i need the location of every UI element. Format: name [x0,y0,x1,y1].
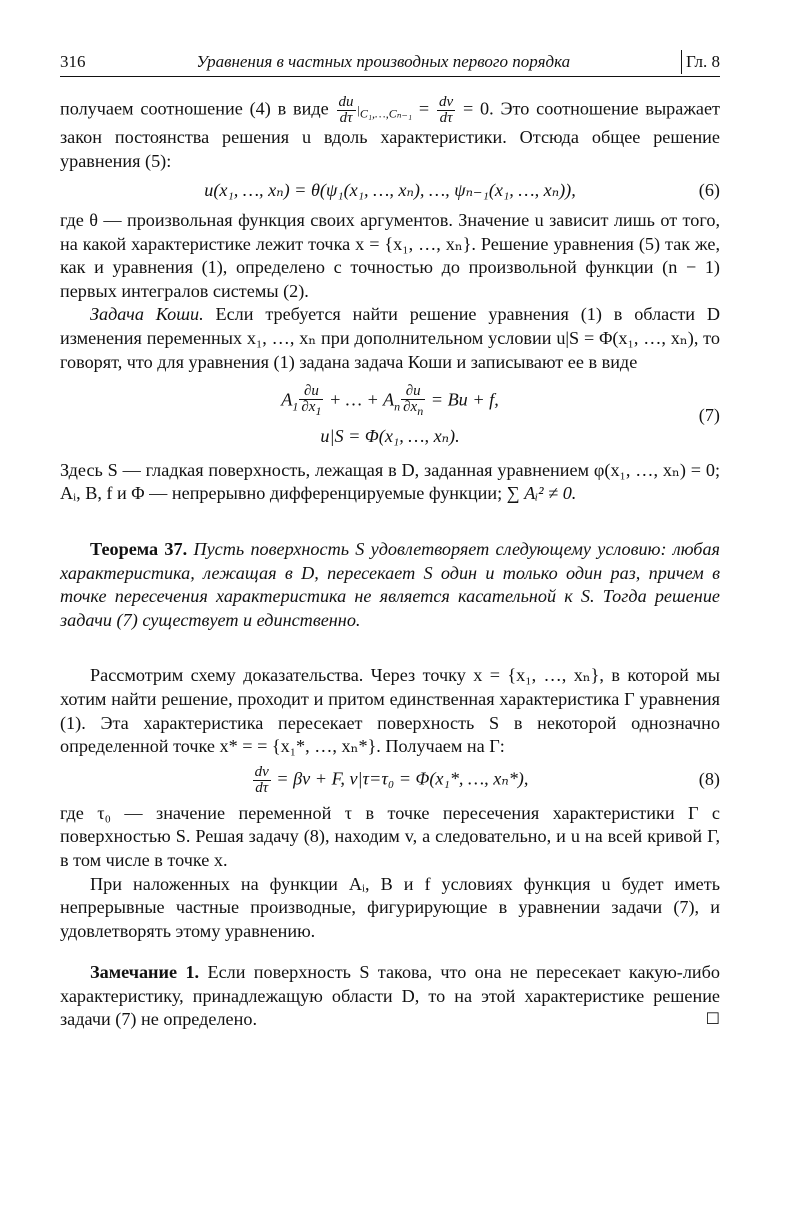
chapter-label: Гл. 8 [681,50,720,74]
paragraph-4 [60,459,720,506]
paragraph-5: Рассмотрим схему доказательства. Через точку x = {x₁, …, xₙ}, в которой мы хотим найти решение, проходит и притом единственная характеристика Γ уравнения (1). Эта характеристика пересекает поверхность S в некоторой однозначно определенной точке x* = = {x₁*, …, xₙ*}. Получаем на Γ: [60,665,720,757]
running-title: Уравнения в частных производных первого порядка [196,52,571,71]
p1-text-a: получаем соотношение (4) в виде [60,98,329,119]
equation-7 [60,384,720,449]
equation-6 [60,179,720,203]
equation-7-line-1-tail: = Bu + f, [430,389,499,410]
paragraph-7: При наложенных на функции Aᵢ, B и f условиях функция u будет иметь непрерывные частные производные, фигурирующие в уравнении задачи (7), и удовлетворять этому уравнению. [60,873,720,941]
cauchy-problem-label: Задача Коши. [90,304,204,325]
theorem-label: Теорема 37. [90,538,188,559]
equation-8-number: (8) [698,769,720,790]
fraction-dv-dtau: $\frac{dv}{d\tau}$ [438,93,454,126]
remark-body: Если поверхность S такова, что она не пересекает какую-либо характеристику, принадлежащую области D, то на этой характеристике решение задачи (7) не определено. [60,962,720,1030]
page-number: 316 [60,52,86,71]
equation-6-number: (6) [698,180,720,201]
paragraph-1: получаем соотношение (4) в виде $\frac{du}{d\tau}$ $|_{C_1,\dots,C_{n-1}}$ = $\frac{dv}{d\tau}$ = 0. Это соотношение выражает закон постоянства решения u вдоль характеристики. Отсюда общее решение уравнения (5): [60,93,721,171]
p1-text-b: = 0. Это соотношение выражает закон постоянства решения u вдоль характеристики. Отсюда общее решение уравнения (5): [60,98,721,171]
fraction-du-dtau: $\frac{du}{d\tau}$ [338,93,354,126]
p4-text: Здесь S — гладкая поверхность, лежащая в D, заданная уравнением φ(x₁, …, xₙ) = 0; Aᵢ, B, f и Φ — непрерывно дифференцируемые функции; [60,459,720,504]
remark-1 [60,961,720,1032]
p3-text: Если требуется найти решение уравнения (1) в области D изменения переменных x₁, …, xₙ при дополнительном условии u|S = Φ(x₁, …, xₙ), то говорят, что для уравнения (1) задана задача Коши и записывают ее в виде [60,304,720,372]
equation-7-body [281,384,499,449]
theorem-37 [60,538,720,632]
qed-square-icon: ☐ [705,1011,720,1029]
running-header [60,50,720,77]
remark-label: Замечание 1. [90,962,200,983]
theorem-body: Пусть поверхность S удовлетворяет следующему условию: любая характеристика, лежащая в D, пересекает S один и только один раз, причем в точке пересечения характеристика не является касательной к S. Тогда решение задачи (7) существует и единственно. [60,538,720,630]
equation-7-line-1: $A_1$ $\frac{\partial u}{\partial x_1}$ + … + $A_n$ $\frac{\partial u}{\partial x_n}$ = Bu + f, [281,383,499,419]
equation-7-line-2: u|S = Φ(x₁, …, xₙ). [320,426,460,447]
paragraph-3 [60,303,720,374]
equation-6-body: u(x₁, …, xₙ) = θ(ψ₁(x₁, …, xₙ), …, ψₙ₋₁(x₁, …, xₙ)), [204,180,576,201]
equation-8-tail: = βv + F, v|τ=τ₀ = Φ(x₁*, …, xₙ*), [276,768,529,789]
paragraph-2: где θ — произвольная функция своих аргументов. Значение u зависит лишь от того, на какой характеристике лежит точка x = {x₁, …, xₙ}. Решение уравнения (5) так же, как и уравнения (1), определено с точностью до произвольной функции (n − 1) первых интегралов системы (2). [60,210,720,301]
paragraph-6: где τ₀ — значение переменной τ в точке пересечения характеристики Γ с поверхностью S. Решая задачу (8), находим v, а следовательно, и u на всей кривой Γ, в том числе в точке x. [60,802,720,870]
equation-8-body: $\frac{dv}{d\tau}$ = βv + F, v|τ=τ₀ = Φ(x₁*, …, xₙ*), [254,763,529,796]
equation-7-number: (7) [698,405,720,426]
sum-condition: ∑ Aᵢ² ≠ 0. [506,483,577,504]
equation-8 [60,765,720,796]
book-page [60,50,720,1032]
